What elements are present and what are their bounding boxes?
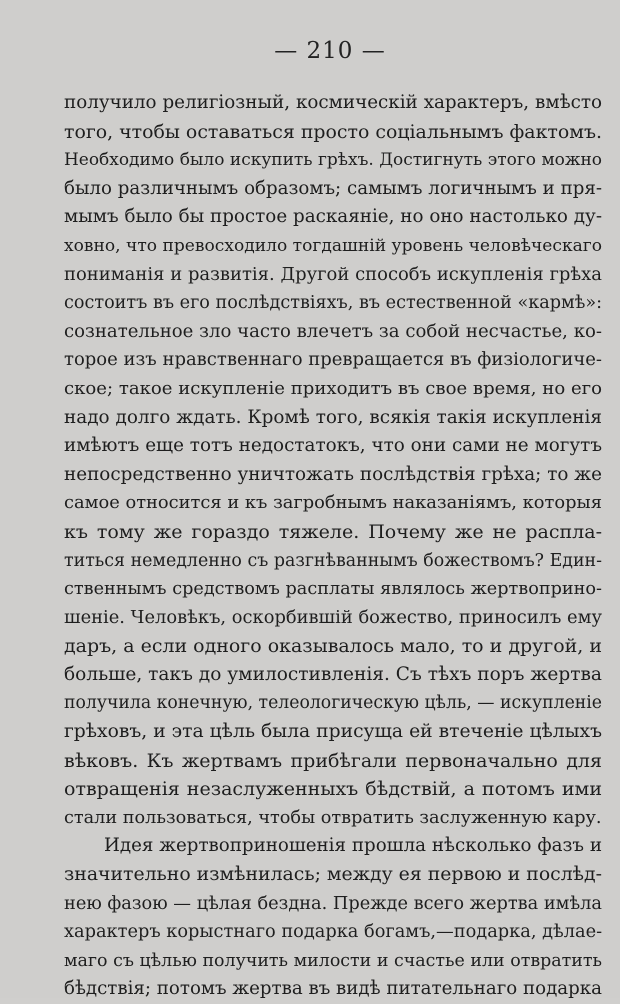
text-line: пониманія и развитія. Другой способъ искупленія грѣха (64, 263, 602, 285)
text-line: маго съ цѣлью получить милости и счастье или отвратить (64, 950, 602, 971)
text-line: грѣховъ, и эта цѣль была присуща ей втеченіе цѣлыхъ (64, 721, 602, 743)
text-line: больше, такъ до умилостивленія. Съ тѣхъ поръ жертва (64, 663, 602, 685)
text-line: титься немедленно съ разгнѣваннымъ божествомъ? Един- (64, 550, 602, 571)
text-line: надо долго ждать. Кромѣ того, всякія такія искупленія (64, 406, 602, 428)
text-line: нею фазою — цѣлая бездна. Прежде всего жертва имѣла (64, 893, 602, 914)
text-line: бѣдствія; потомъ жертва въ видѣ питательнаго подарка (64, 978, 602, 1000)
text-line: отвращенія незаслуженныхъ бѣдствій, а потомъ ими (64, 778, 602, 801)
text-line: значительно измѣнилась; между ея первою и послѣд- (64, 864, 602, 886)
page-text (64, 89, 602, 1004)
text-line: ственнымъ средствомъ расплаты являлось жертвоприно- (64, 579, 602, 600)
text-line: даръ, а если одного оказывалось мало, то и другой, и (64, 635, 602, 658)
text-line: характеръ корыстнаго подарка богамъ,—подарка, дѣлае- (64, 922, 602, 943)
text-line: Идея жертвоприношенія прошла нѣсколько фазъ и (104, 835, 602, 857)
paragraph (64, 832, 602, 1004)
text-line: мымъ было бы простое раскаяніе, но оно настолько ду- (64, 206, 602, 228)
text-line: вѣковъ. Къ жертвамъ прибѣгали первоначально для (64, 749, 602, 772)
text-line: Необходимо было искупить грѣхъ. Достигнуть этого можно (64, 150, 602, 171)
text-line: ское; такое искупленіе приходитъ въ свое время, но его (64, 377, 602, 399)
text-line: самое относится и къ загробнымъ наказаніямъ, которыя (64, 492, 602, 514)
text-line: было различнымъ образомъ; самымъ логичнымъ и пря- (64, 177, 602, 199)
text-line: непосредственно уничтожать послѣдствія грѣха; то же (64, 463, 602, 485)
text-line: шеніе. Человѣкъ, оскорбившій божество, приносилъ ему (64, 606, 602, 628)
text-line: того, чтобы оставаться просто соціальнымъ фактомъ. (64, 120, 602, 143)
text-line: получило религіозный, космическій характеръ, вмѣсто (64, 92, 602, 113)
paragraph (64, 89, 602, 832)
text-line: состоитъ въ его послѣдствіяхъ, въ естественной «кармѣ»: (64, 293, 602, 314)
text-line: ховно, что превосходило тогдашній уровень человѣческаго (64, 235, 602, 256)
text-line: торое изъ нравственнаго превращается въ физіологиче- (64, 349, 602, 371)
text-line: стали пользоваться, чтобы отвратить заслуженную кару. (64, 807, 602, 828)
text-line: сознательное зло часто влечетъ за собой несчастье, ко- (64, 320, 602, 342)
text-line: имѣютъ еще тотъ недостатокъ, что они сами не могутъ (64, 435, 602, 457)
text-line: къ тому же гораздо тяжеле. Почему же не распла- (64, 520, 602, 543)
page-number: — 210 — (274, 38, 386, 64)
text-line: получила конечную, телеологическую цѣль, — искупленіе (64, 693, 602, 714)
